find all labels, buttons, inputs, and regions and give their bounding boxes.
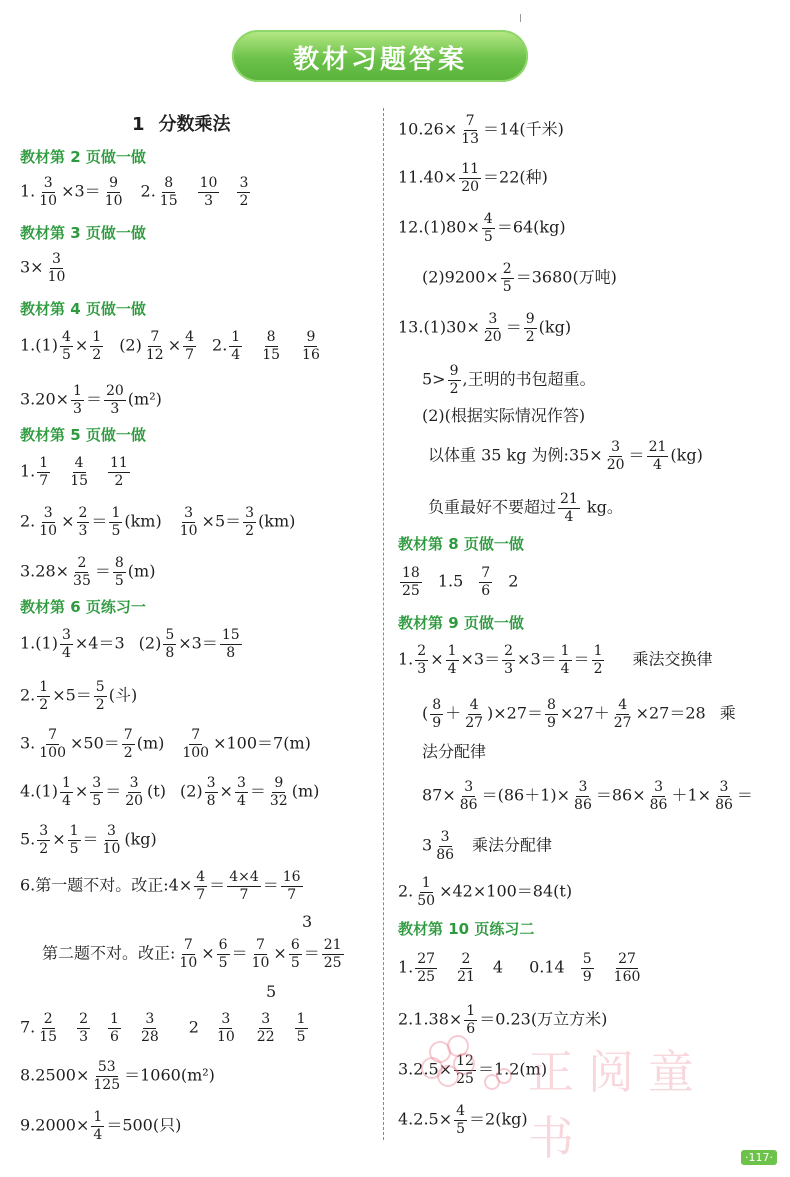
answer-p9-1b: ( $\frac{8}{9}$ ＋ $\frac{4}{27}$ )×27＝ $\frac{8}{9}$ ×27＋ $\frac{4}{27}$ ×27＝28 乘 <box>422 697 736 731</box>
heading-p4: 教材第 4 页做一做 <box>20 300 146 318</box>
section-title: 分数乘法 <box>158 114 231 135</box>
answer-p6-13e: 负重最好不要超过 $\frac{21}{4}$ kg。 <box>428 491 623 525</box>
answer-p6-11: 11.40× $\frac{11}{20}$ ＝22(种) <box>398 161 548 195</box>
fraction: $\frac{3}{10}$ <box>47 251 66 285</box>
banner-title: 教材习题答案 <box>292 45 467 75</box>
heading-p5: 教材第 5 页做一做 <box>20 426 146 444</box>
answer-p2: 1. $\frac{3}{10}$ ×3＝ $\frac{9}{10}$ 2. $\frac{8}{15}$ $\frac{10}{3}$ $\frac{3}{2}$ <box>20 175 249 209</box>
answer-p6-3: 3. $\frac{7}{100}$ ×50＝ $\frac{7}{2}$ (m) $\frac{7}{100}$ ×100＝7(m) <box>20 727 311 761</box>
answer-p9-1c: 法分配律 <box>422 742 487 761</box>
answer-p10-4: 4.2.5× $\frac{4}{5}$ ＝2(kg) <box>398 1103 528 1137</box>
answer-p9-2: 2. $\frac{1}{50}$ ×42×100＝84(t) <box>398 875 573 909</box>
answer-p6-6b: 第二题不对。改正: $\frac{7}{10}$ × $\frac{6}{5}$ ＝ $\frac{7}{10}$ × $\frac{6}{5}$ ＝ $\frac{21}{25}$ <box>42 937 342 971</box>
page-number: ·117· <box>741 1150 777 1165</box>
answer-p6-5: 5. $\frac{3}{2}$ × $\frac{1}{5}$ ＝ $\frac{3}{10}$ (kg) <box>20 823 157 857</box>
answer-p5-3: 3.28× $\frac{2}{35}$ ＝ $\frac{8}{5}$ (m) <box>20 555 156 589</box>
answer-p6-13d: 以体重 35 kg 为例:35× $\frac{3}{20}$ ＝ $\frac{21}{4}$ (kg) <box>428 439 703 473</box>
section-heading <box>132 116 231 134</box>
heading-p8: 教材第 8 页做一做 <box>398 535 524 553</box>
heading-p2: 教材第 2 页做一做 <box>20 148 146 166</box>
answer-p5-2: 2. $\frac{3}{10}$ × $\frac{2}{3}$ ＝ $\frac{1}{5}$ (km) $\frac{3}{10}$ ×5＝ $\frac{3}{2}$ (km) <box>20 505 296 539</box>
column-divider <box>383 108 385 1140</box>
answer-p6-12b: (2)9200× $\frac{2}{5}$ ＝3680(万吨) <box>422 261 617 295</box>
answer-p8: $\frac{18}{25}$ 1.5 $\frac{7}{6}$ 2 <box>402 565 519 599</box>
answer-p6-7: 7. $\frac{2}{15}$ $\frac{2}{3}$ $\frac{1}{6}$ $\frac{3}{28}$ 2 $\frac{3}{10}$ $\frac{3}{22}$ $\frac{1}{5}$ <box>20 1011 306 1045</box>
answer-p4-1: 1.(1) $\frac{4}{5}$ × $\frac{1}{2}$ (2) $\frac{7}{12}$ × $\frac{4}{7}$ 2. $\frac{1}{4}$ $\frac{8}{15}$ $\frac{9}{16}$ <box>20 329 320 363</box>
title-banner <box>232 30 528 82</box>
answer-p6-1: 1.(1) $\frac{3}{4}$ ×4＝3 (2) $\frac{5}{8}$ ×3＝ $\frac{15}{8}$ <box>20 627 240 661</box>
flower-icon <box>410 1022 520 1112</box>
answer-p10-3: 3.2.5× $\frac{12}{25}$ ＝1.2(m) <box>398 1053 548 1087</box>
banner-area <box>0 0 790 100</box>
answer-p6-13b: 5> $\frac{9}{2}$ ,王明的书包超重。 <box>422 363 596 397</box>
answer-p9-1e: 3 $\frac{3}{86}$ 乘法分配律 <box>422 829 553 863</box>
answer-p6-13a: 13.(1)30× $\frac{3}{20}$ ＝ $\frac{9}{2}$ (kg) <box>398 311 572 345</box>
answer-p6-8: 8.2500× $\frac{53}{125}$ ＝1060(m²) <box>20 1059 215 1093</box>
answer-p10-2: 2.1.38× $\frac{1}{6}$ ＝0.23(万立方米) <box>398 1003 608 1037</box>
answer-p10-1: 1. $\frac{27}{25}$ $\frac{2}{21}$ 4 0.14 $\frac{5}{9}$ $\frac{27}{160}$ <box>398 951 641 985</box>
answer-p6-9: 9.2000× $\frac{1}{4}$ ＝500(只) <box>20 1109 182 1143</box>
answer-p6-6a: 6.第一题不对。改正:4× $\frac{4}{7}$ ＝ $\frac{4\times 4}{7}$ ＝ $\frac{16}{7}$ <box>20 869 301 903</box>
watermark-text: 正阅童书 <box>528 1045 708 1165</box>
answer-p4-3: 3.20× $\frac{1}{3}$ ＝ $\frac{20}{3}$ (m²) <box>20 383 162 417</box>
fraction: $\frac{8}{15}$ <box>159 175 178 209</box>
answer-p5-1: 1. $\frac{1}{7}$ $\frac{4}{15}$ $\frac{11}{2}$ <box>20 455 128 489</box>
answer-p9-1d: 87× $\frac{3}{86}$ ＝(86＋1)× $\frac{3}{86}$ ＝86× $\frac{3}{86}$ ＋1× $\frac{3}{86}$ ＝ <box>422 779 753 813</box>
crop-mark <box>520 14 521 22</box>
heading-p9: 教材第 9 页做一做 <box>398 614 524 632</box>
answer-p3: 3× $\frac{3}{10}$ <box>20 251 66 285</box>
answer-p6-10: 10.26× $\frac{7}{13}$ ＝14(千米) <box>398 113 564 147</box>
section-number: 1 <box>132 114 145 135</box>
fraction: $\frac{9}{10}$ <box>104 175 123 209</box>
fraction: $\frac{3}{2}$ <box>239 175 249 209</box>
answer-p6-4: 4.(1) $\frac{1}{4}$ × $\frac{3}{5}$ ＝ $\frac{3}{20}$ (t) (2) $\frac{3}{8}$ × $\frac{3}{4}$ ＝ $\frac{9}{32}$ (m) <box>20 775 320 809</box>
fraction: $\frac{3}{10}$ <box>39 175 58 209</box>
answer-p6-13c: (2)(根据实际情况作答) <box>422 406 586 425</box>
cancel-mark-bottom: 5 <box>266 982 277 1001</box>
heading-p6: 教材第 6 页练习一 <box>20 598 146 616</box>
heading-p10: 教材第 10 页练习二 <box>398 920 535 938</box>
cancel-mark-top: 3 <box>302 912 313 931</box>
answer-p9-1a: 1. $\frac{2}{3}$ × $\frac{1}{4}$ ×3＝ $\frac{2}{3}$ ×3＝ $\frac{1}{4}$ ＝ $\frac{1}{2}$ 乘法交换律 <box>398 643 713 677</box>
heading-p3: 教材第 3 页做一做 <box>20 224 146 242</box>
answer-p6-2: 2. $\frac{1}{2}$ ×5＝ $\frac{5}{2}$ (斗) <box>20 679 138 713</box>
fraction: $\frac{10}{3}$ <box>199 175 218 209</box>
answer-p6-12a: 12.(1)80× $\frac{4}{5}$ ＝64(kg) <box>398 211 566 245</box>
